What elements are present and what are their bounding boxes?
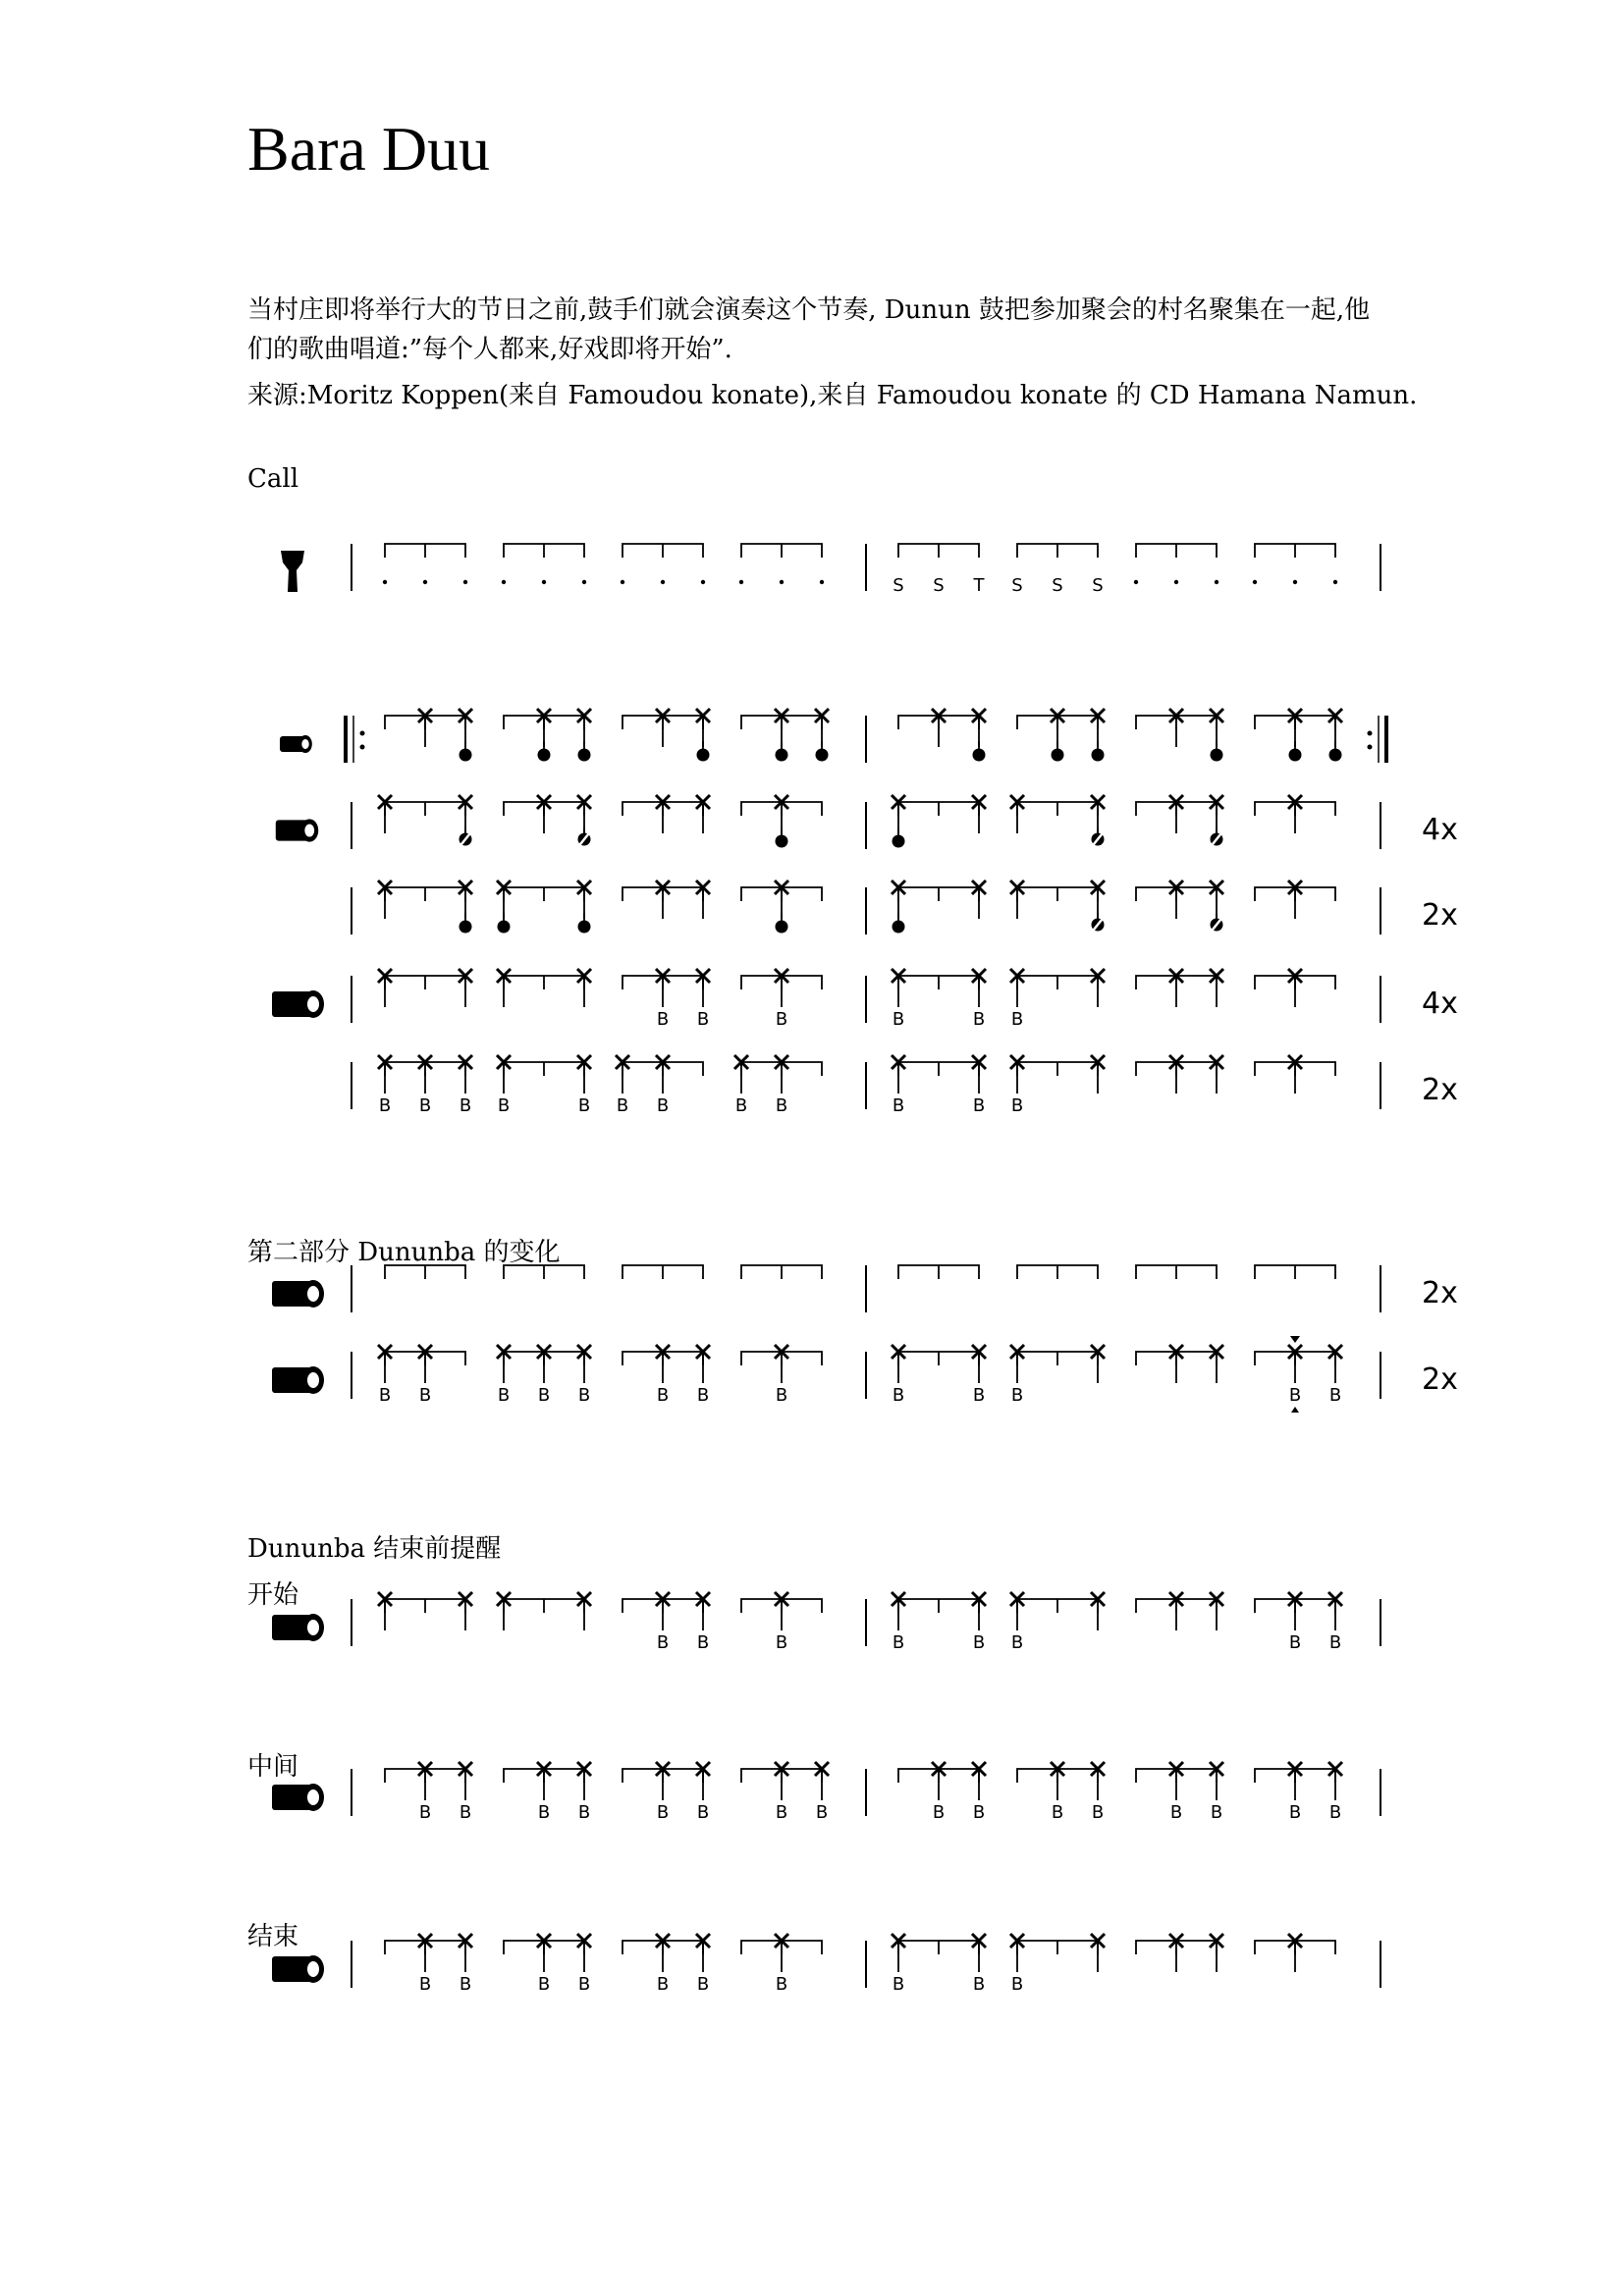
repeat-count: 2x: [1422, 1276, 1458, 1310]
bass-stroke: B: [775, 1802, 788, 1823]
bass-stroke: B: [892, 1385, 905, 1406]
bass-stroke: B: [656, 1095, 670, 1116]
rest-dot: [1215, 580, 1218, 584]
page-title: Bara Duu: [247, 114, 491, 184]
rest-dot: [780, 580, 784, 584]
bass-stroke: B: [418, 1802, 432, 1823]
bass-stroke: B: [459, 1802, 472, 1823]
bell-note: [1092, 749, 1105, 762]
accent-mark: [1290, 1336, 1300, 1343]
dununba-icon: [272, 1784, 324, 1811]
bell-note: [498, 921, 511, 934]
notation-row-kenkeni: [346, 709, 1386, 763]
bass-stroke: B: [775, 1009, 788, 1030]
bass-stroke: B: [972, 1974, 986, 1995]
accent-mark: [1291, 1407, 1299, 1413]
djembe-stroke: T: [973, 575, 985, 596]
section-call: Call: [247, 464, 299, 494]
repeat-dot: [360, 731, 365, 736]
bass-stroke: B: [418, 1095, 432, 1116]
bass-stroke: B: [696, 1802, 710, 1823]
rest-dot: [502, 580, 506, 584]
repeat-dot: [1368, 745, 1373, 750]
bass-stroke: B: [972, 1095, 986, 1116]
bass-stroke: B: [775, 1632, 788, 1653]
bell-note: [1289, 749, 1302, 762]
rest-dot: [1134, 580, 1138, 584]
notation-row-call-djembe: [352, 544, 1380, 596]
section-start: 开始: [247, 1580, 299, 1610]
bass-stroke: B: [1288, 1632, 1302, 1653]
section-middle: 中间: [247, 1752, 299, 1782]
rest-dot: [1333, 580, 1337, 584]
djembe-stroke: S: [1052, 575, 1063, 596]
dununba-icon: [272, 1280, 324, 1308]
section-part2: 第二部分 Dununba 的变化: [247, 1238, 561, 1267]
bass-stroke: B: [1010, 1095, 1024, 1116]
bass-stroke: B: [892, 1632, 905, 1653]
bell-note: [776, 921, 788, 934]
bass-stroke: B: [378, 1095, 392, 1116]
bell-note: [893, 921, 905, 934]
bass-stroke: B: [1091, 1802, 1105, 1823]
bass-stroke: B: [656, 1009, 670, 1030]
intro-line-1: 当村庄即将举行大的节日之前,鼓手们就会演奏这个节奏, Dunun 鼓把参加聚会的村名聚集在一起,他: [247, 295, 1371, 325]
bass-stroke: B: [892, 1974, 905, 1995]
bass-stroke: B: [1328, 1385, 1342, 1406]
djembe-stroke: S: [933, 575, 945, 596]
notation-row-start: [352, 1592, 1380, 1653]
bass-stroke: B: [775, 1095, 788, 1116]
notation-row-middle: [352, 1762, 1380, 1823]
repeat-dot: [1368, 731, 1373, 736]
bass-stroke: B: [696, 1385, 710, 1406]
repeat-count: 2x: [1422, 898, 1458, 933]
bass-stroke: B: [892, 1095, 905, 1116]
bass-stroke: B: [656, 1385, 670, 1406]
rest-dot: [542, 580, 546, 584]
djembe-stroke: S: [1011, 575, 1023, 596]
notation-row-part2-2: [352, 1336, 1458, 1413]
bass-stroke: B: [1328, 1632, 1342, 1653]
bass-stroke: B: [418, 1974, 432, 1995]
bass-stroke: B: [656, 1802, 670, 1823]
bell-note: [697, 749, 710, 762]
bass-stroke: B: [972, 1632, 986, 1653]
bell-note: [460, 921, 472, 934]
bass-stroke: B: [696, 1009, 710, 1030]
bass-stroke: B: [577, 1095, 591, 1116]
dununba-icon: [272, 1366, 324, 1394]
bass-stroke: B: [775, 1974, 788, 1995]
intro-line-2: 们的歌曲唱道:”每个人都来,好戏即将开始”.: [247, 335, 732, 364]
bass-stroke: B: [972, 1385, 986, 1406]
rest-dot: [423, 580, 427, 584]
bass-stroke: B: [1010, 1974, 1024, 1995]
notation-row-dununba-1: [352, 969, 1458, 1030]
bass-stroke: B: [1328, 1802, 1342, 1823]
bass-stroke: B: [537, 1974, 551, 1995]
bass-stroke: B: [932, 1802, 946, 1823]
rest-dot: [820, 580, 824, 584]
rest-dot: [582, 580, 586, 584]
repeat-count: 4x: [1422, 813, 1458, 847]
notation-row-part2-1: [352, 1265, 1458, 1312]
bell-note: [1211, 749, 1223, 762]
kenkeni-icon: [280, 735, 312, 753]
rest-dot: [701, 580, 705, 584]
bell-note: [460, 749, 472, 762]
bass-stroke: B: [497, 1385, 511, 1406]
bass-stroke: B: [459, 1974, 472, 1995]
bell-note: [538, 749, 551, 762]
bass-stroke: B: [1288, 1385, 1302, 1406]
rest-dot: [621, 580, 624, 584]
bass-stroke: B: [656, 1632, 670, 1653]
bell-note: [893, 835, 905, 848]
bell-note: [776, 835, 788, 848]
bass-stroke: B: [1051, 1802, 1064, 1823]
bell-note: [973, 749, 986, 762]
bass-stroke: B: [537, 1802, 551, 1823]
rest-dot: [383, 580, 387, 584]
dununba-icon: [272, 1955, 324, 1983]
djembe-stroke: S: [1092, 575, 1104, 596]
notation-row-sangban-2: [352, 881, 1458, 934]
rest-dot: [463, 580, 467, 584]
bass-stroke: B: [734, 1095, 748, 1116]
dununba-icon: [272, 1614, 324, 1641]
repeat-dot: [360, 745, 365, 750]
bass-stroke: B: [696, 1974, 710, 1995]
dununba-icon: [272, 990, 324, 1018]
bell-note: [578, 921, 591, 934]
bass-stroke: B: [972, 1009, 986, 1030]
notation-row-dununba-2: [352, 1055, 1458, 1116]
bass-stroke: B: [1010, 1009, 1024, 1030]
repeat-count: 4x: [1422, 987, 1458, 1021]
bass-stroke: B: [577, 1802, 591, 1823]
bass-stroke: B: [537, 1385, 551, 1406]
section-end: 结束: [247, 1922, 299, 1951]
bass-stroke: B: [972, 1802, 986, 1823]
repeat-count: 2x: [1422, 1362, 1458, 1397]
bass-stroke: B: [1210, 1802, 1223, 1823]
section-reminder: Dununba 结束前提醒: [247, 1534, 502, 1564]
rest-dot: [1174, 580, 1178, 584]
bass-stroke: B: [577, 1385, 591, 1406]
bass-stroke: B: [1288, 1802, 1302, 1823]
bass-stroke: B: [775, 1385, 788, 1406]
bell-note: [1052, 749, 1064, 762]
bass-stroke: B: [497, 1095, 511, 1116]
bass-stroke: B: [418, 1385, 432, 1406]
bass-stroke: B: [616, 1095, 629, 1116]
bass-stroke: B: [656, 1974, 670, 1995]
rest-dot: [661, 580, 665, 584]
bass-stroke: B: [1010, 1632, 1024, 1653]
bass-stroke: B: [892, 1009, 905, 1030]
notation-row-end: [352, 1934, 1380, 1995]
bell-note: [776, 749, 788, 762]
rest-dot: [1293, 580, 1297, 584]
bass-stroke: B: [696, 1632, 710, 1653]
intro-source: 来源:Moritz Koppen(来自 Famoudou konate),来自 Famoudou konate 的 CD Hamana Namun.: [247, 381, 1418, 410]
bass-stroke: B: [1169, 1802, 1183, 1823]
bass-stroke: B: [459, 1095, 472, 1116]
bell-note: [578, 749, 591, 762]
rest-dot: [1253, 580, 1257, 584]
djembe-icon: [281, 551, 304, 592]
bell-note: [1329, 749, 1342, 762]
repeat-count: 2x: [1422, 1073, 1458, 1107]
bass-stroke: B: [577, 1974, 591, 1995]
bass-stroke: B: [815, 1802, 829, 1823]
bass-stroke: B: [1010, 1385, 1024, 1406]
sangban-icon: [276, 819, 318, 841]
bell-note: [816, 749, 829, 762]
rest-dot: [739, 580, 743, 584]
djembe-stroke: S: [893, 575, 904, 596]
notation-row-sangban-1: [352, 795, 1458, 849]
bass-stroke: B: [378, 1385, 392, 1406]
